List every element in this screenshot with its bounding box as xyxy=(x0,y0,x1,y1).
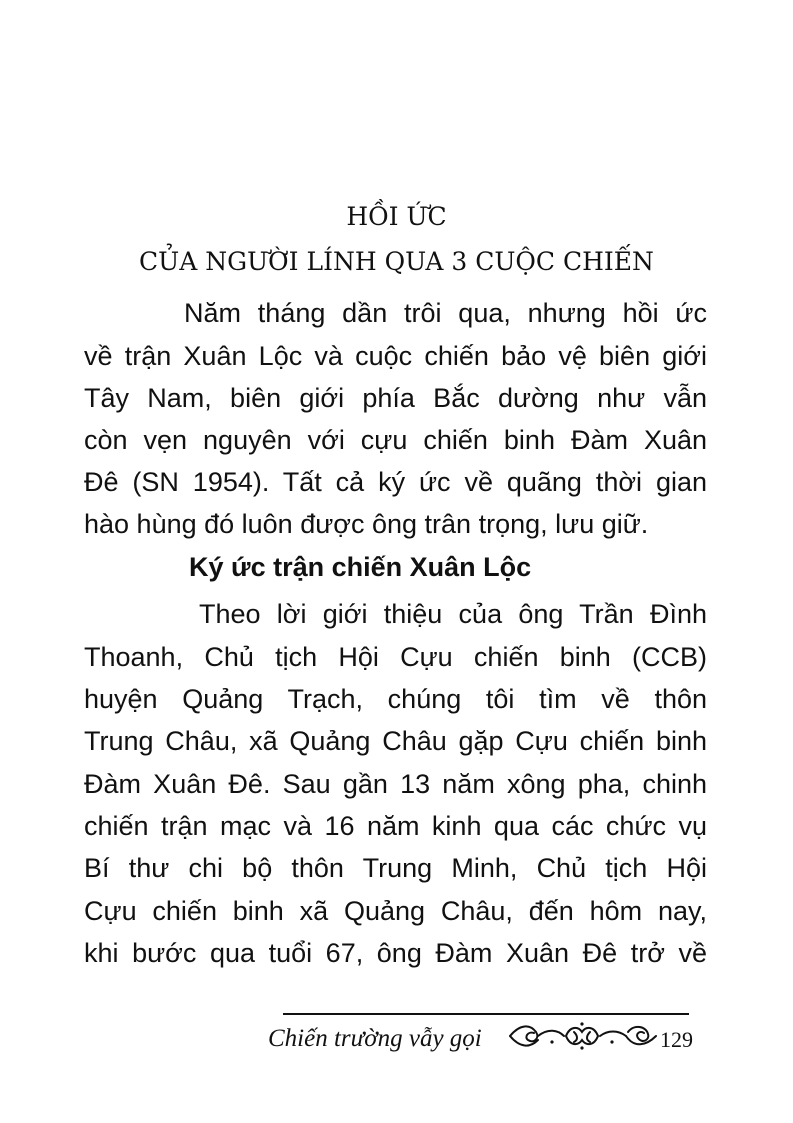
paragraph-2-line-5: Đàm Xuân Đê. Sau gần 13 năm xông pha, chinh xyxy=(84,769,707,799)
paragraph-1-line-4: còn vẹn nguyên với cựu chiến binh Đàm Xuân xyxy=(84,425,707,455)
paragraph-2-line-8: Cựu chiến binh xã Quảng Châu, đến hôm nay, xyxy=(84,896,707,926)
page-number: 129 xyxy=(660,1027,693,1052)
paragraph-2-line-1: Theo lời giới thiệu của ông Trần Đình xyxy=(199,599,707,629)
paragraph-2-line-3: huyện Quảng Trạch, chúng tôi tìm về thôn xyxy=(84,684,707,714)
paragraph-1-line-5: Đê (SN 1954). Tất cả ký ức về quãng thời gian xyxy=(84,467,707,497)
paragraph-2-line-7: Bí thư chi bộ thôn Trung Minh, Chủ tịch Hội xyxy=(84,853,707,883)
footer-book-title: Chiến trường vẫy gọi xyxy=(268,1025,482,1052)
page-subtitle: CỦA NGƯỜI LÍNH QUA 3 CUỘC CHIẾN xyxy=(139,247,654,276)
paragraph-1-line-6: hào hùng đó luôn được ông trân trọng, lưu giữ. xyxy=(84,509,649,539)
section-heading: Ký ức trận chiến Xuân Lộc xyxy=(189,552,532,582)
paragraph-1-line-2: về trận Xuân Lộc và cuộc chiến bảo vệ biên giới xyxy=(84,341,707,371)
paragraph-2-line-4: Trung Châu, xã Quảng Châu gặp Cựu chiến binh xyxy=(84,726,707,756)
paragraph-1-line-3: Tây Nam, biên giới phía Bắc dường như vẫn xyxy=(84,383,707,413)
paragraph-2-line-6: chiến trận mạc và 16 năm kinh qua các chức vụ xyxy=(84,811,707,841)
paragraph-1-line-1: Năm tháng dần trôi qua, nhưng hồi ức xyxy=(184,298,707,328)
page-title: HỒI ỨC xyxy=(346,202,447,231)
flourish-ornament-icon xyxy=(508,1020,658,1052)
paragraph-2-line-2: Thoanh, Chủ tịch Hội Cựu chiến binh (CCB) xyxy=(84,642,707,672)
footer-rule xyxy=(283,1013,689,1015)
paragraph-2-line-9: khi bước qua tuổi 67, ông Đàm Xuân Đê trở về xyxy=(84,938,707,968)
